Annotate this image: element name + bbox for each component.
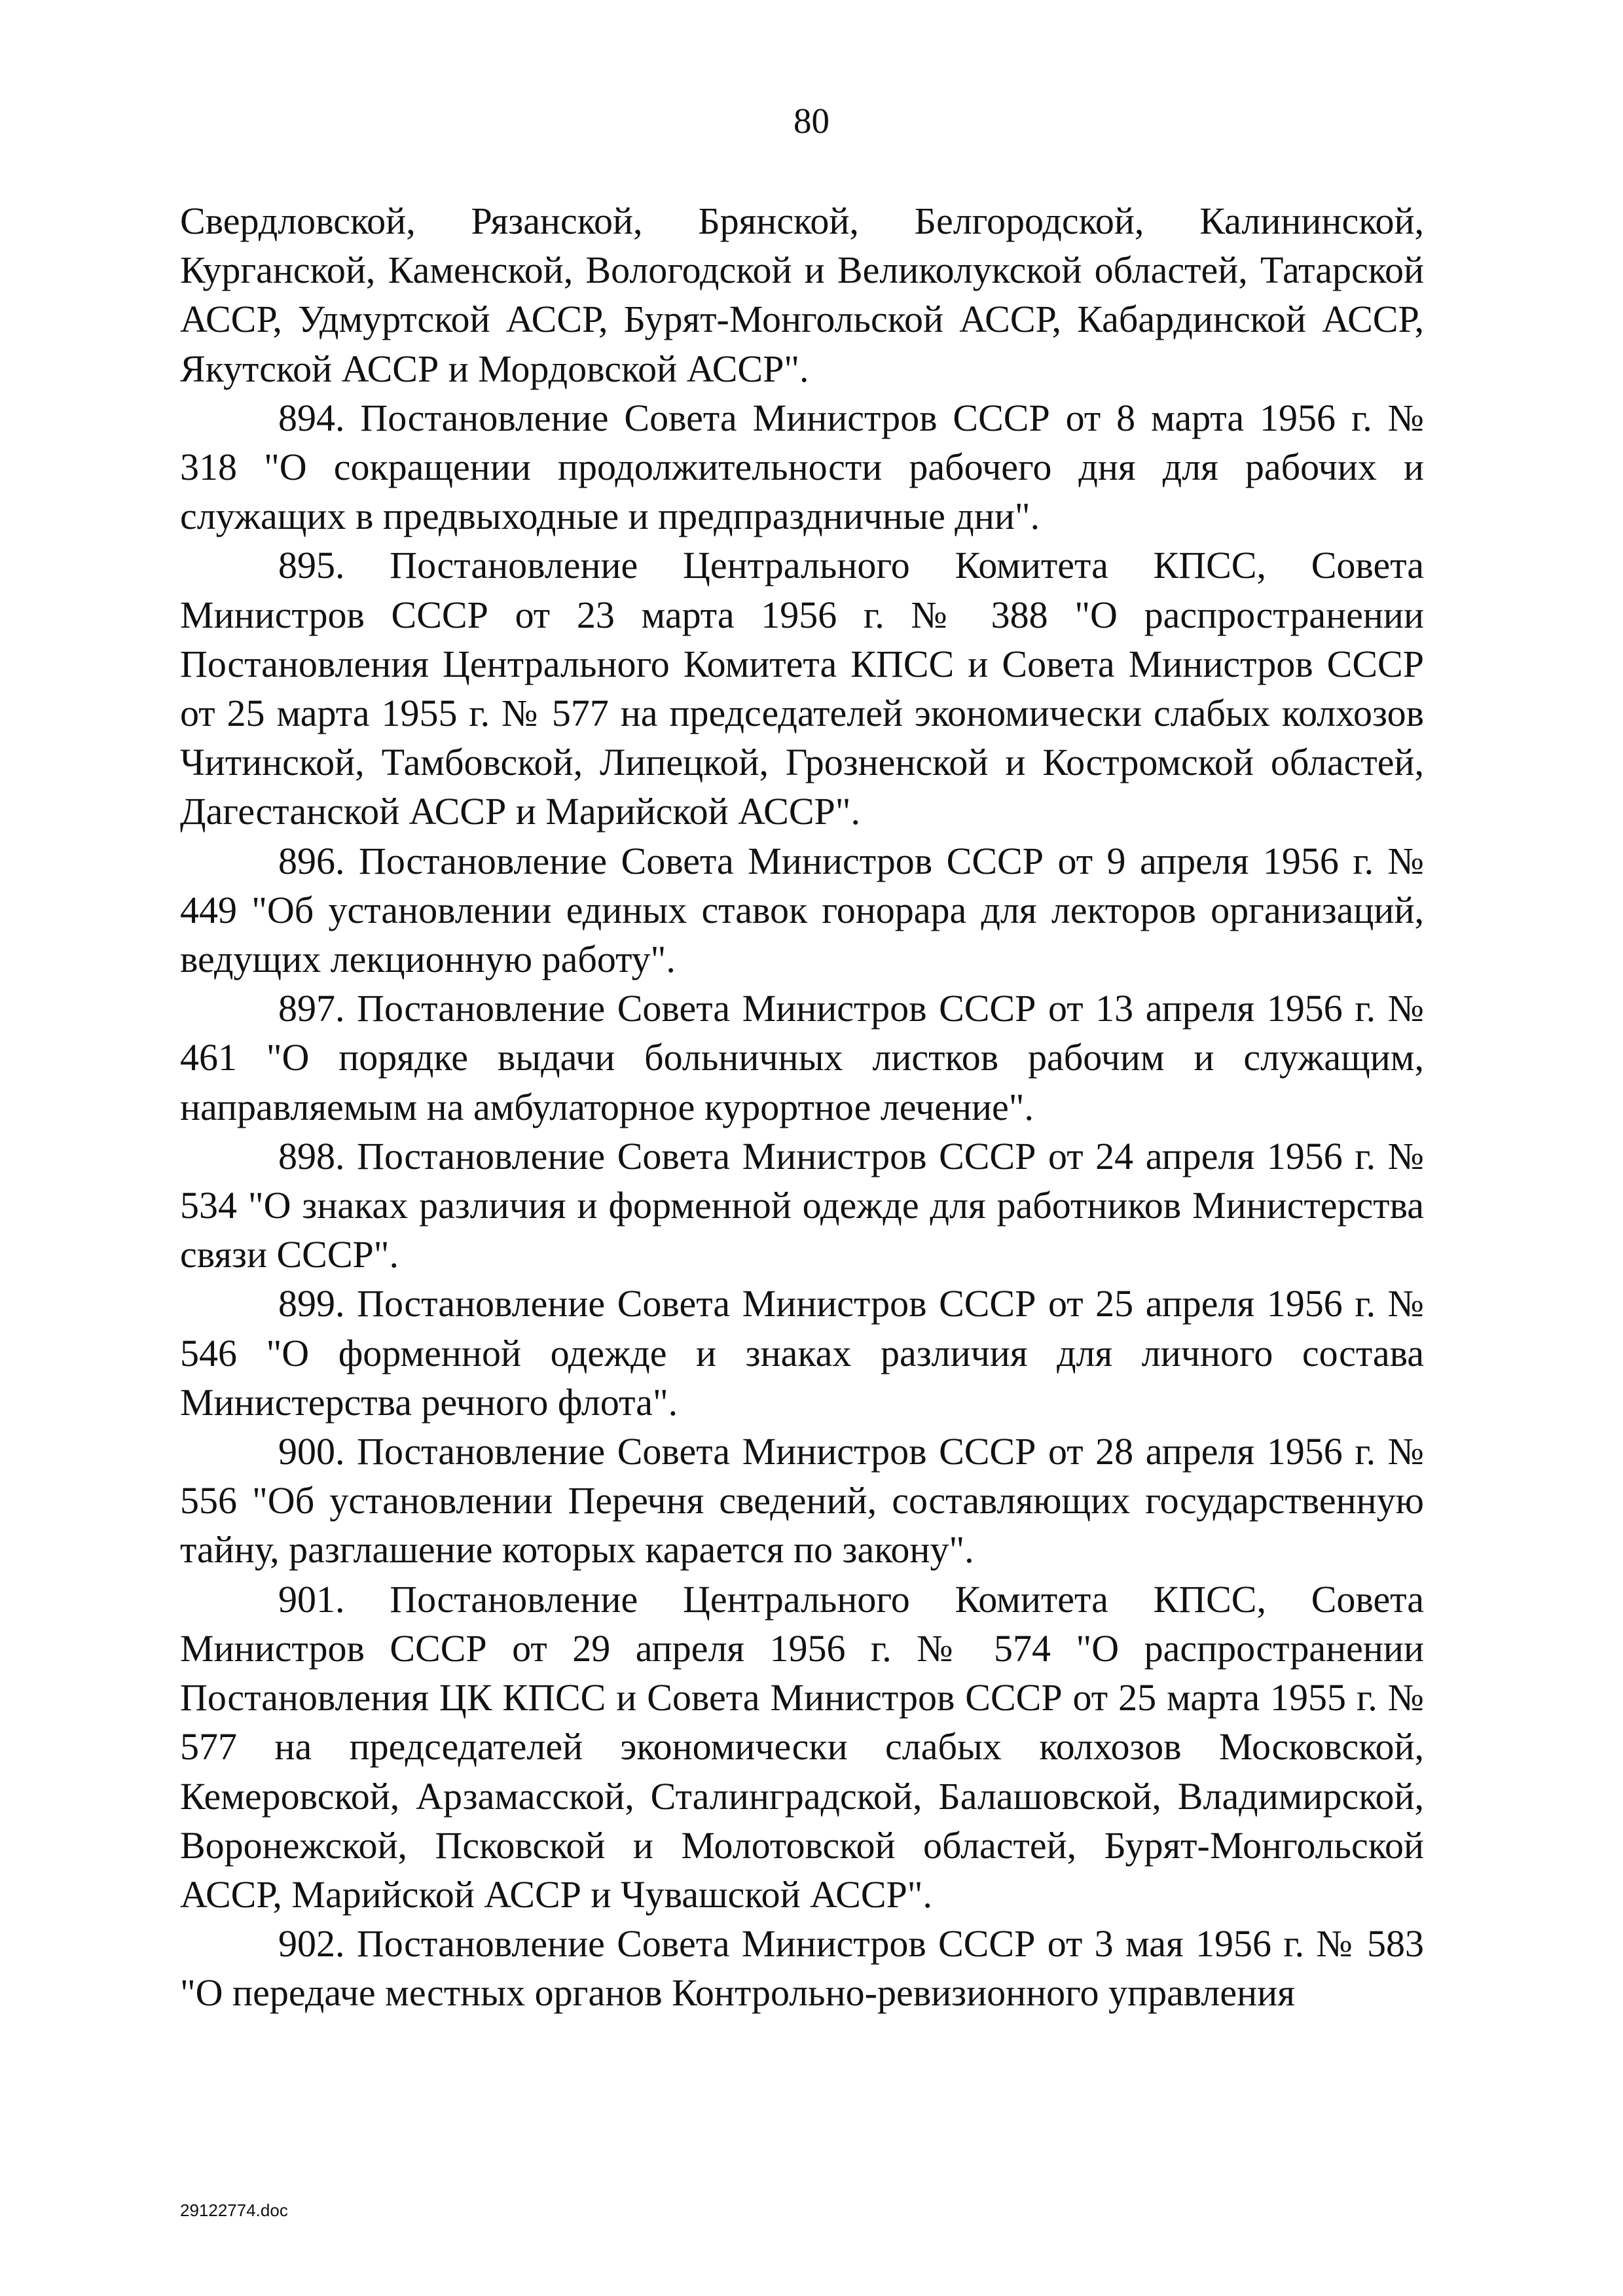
paragraph-item-902: 902. Постановление Совета Министров СССР от 3 мая 1956 г. № 583 "О передаче местных органов Контрольно-ревизионного управления <box>180 1922 1424 2015</box>
document-body <box>180 196 1424 2018</box>
footer-filename: 29122774.doc <box>180 2200 288 2220</box>
paragraph-continuation: Свердловской, Рязанской, Брянской, Белгородской, Калининской, Курганской, Каменской, Вологодской и Великолукской областей, Татарской АССР, Удмуртской АССР, Бурят-Монгольской АССР, Кабардинской АССР, Якутской АССР и Мордовской АССР". <box>180 200 1424 390</box>
paragraph-item-901: 901. Постановление Центрального Комитета КПСС, Совета Министров СССР от 29 апреля 1956 г. № 574 "О распространении Постановления ЦК КПСС и Совета Министров СССР от 25 марта 1955 г. № 577 на председателей экономически слабых колхозов Московской, Кемеровской, Арзамасской, Сталинградской, Балашовской, Владимирской, Воронежской, Псковской и Молотовской областей, Бурят-Монгольской АССР, Марийской АССР и Чувашской АССР". <box>180 1577 1424 1916</box>
paragraph-item-899: 899. Постановление Совета Министров СССР от 25 апреля 1956 г. № 546 "О форменной одежде и знаках различия для личного состава Министерства речного флота". <box>180 1282 1424 1424</box>
paragraph-item-898: 898. Постановление Совета Министров СССР от 24 апреля 1956 г. № 534 "О знаках различия и форменной одежде для работников Министерства связи СССР". <box>180 1134 1424 1276</box>
paragraph-item-895: 895. Постановление Центрального Комитета КПСС, Совета Министров СССР от 23 марта 1956 г. № 388 "О распространении Постановления Центрального Комитета КПСС и Совета Министров СССР от 25 марта 1955 г. № 577 на председателей экономически слабых колхозов Читинской, Тамбовской, Липецкой, Грозненской и Костромской областей, Дагестанской АССР и Марийской АССР". <box>180 544 1424 833</box>
page-number: 80 <box>793 101 830 141</box>
paragraph-item-894: 894. Постановление Совета Министров СССР от 8 марта 1956 г. № 318 "О сокращении продолжительности рабочего дня для рабочих и служащих в предвыходные и предпраздничные дни". <box>180 396 1424 538</box>
paragraph-item-896: 896. Постановление Совета Министров СССР от 9 апреля 1956 г. № 449 "Об установлении единых ставок гонорара для лекторов организаций, ведущих лекционную работу". <box>180 839 1424 981</box>
paragraph-item-897: 897. Постановление Совета Министров СССР от 13 апреля 1956 г. № 461 "О порядке выдачи больничных листков рабочим и служащим, направляемым на амбулаторное курортное лечение". <box>180 987 1424 1128</box>
paragraph-item-900: 900. Постановление Совета Министров СССР от 28 апреля 1956 г. № 556 "Об установлении Перечня сведений, составляющих государственную тайну, разглашение которых карается по закону". <box>180 1430 1424 1571</box>
